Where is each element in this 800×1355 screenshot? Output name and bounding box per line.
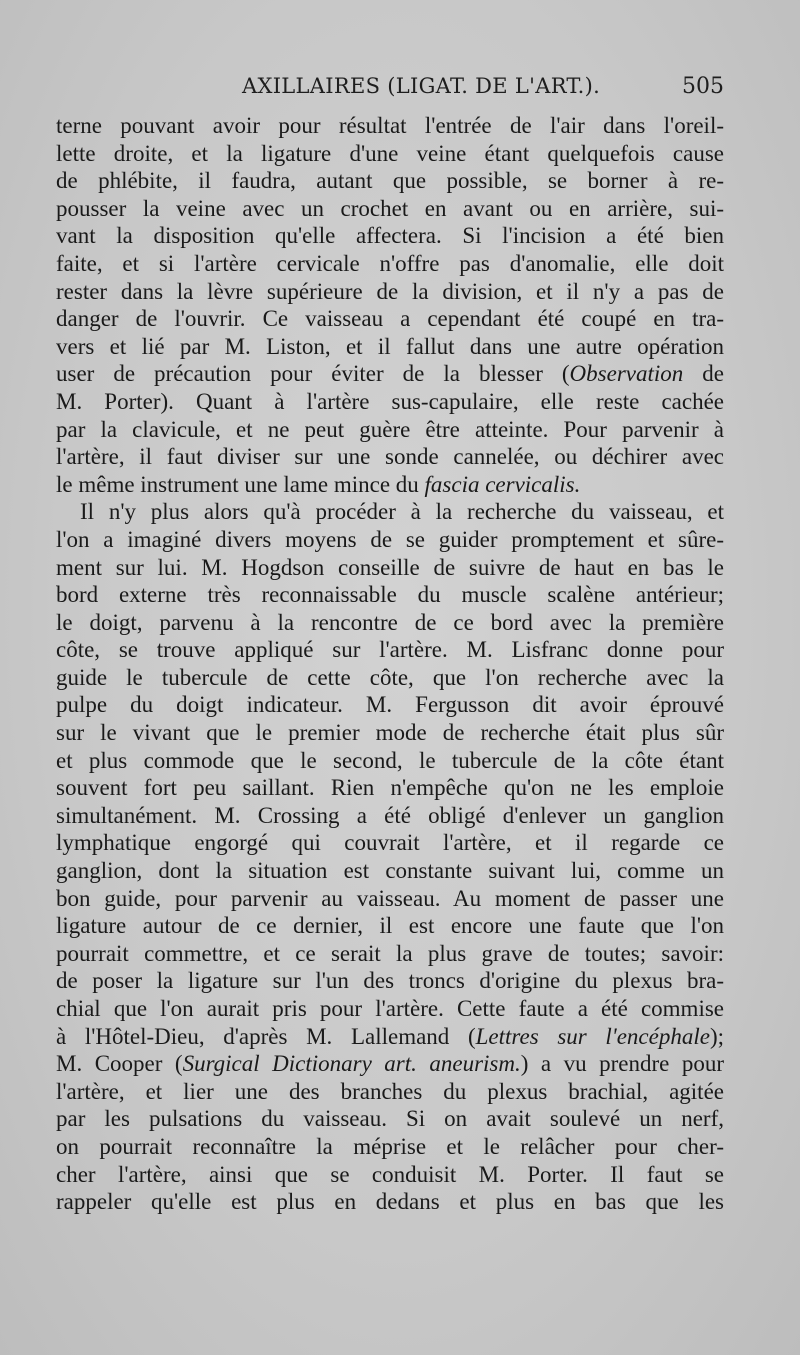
italic-term: fascia cervicalis. (424, 471, 581, 497)
text-line (56, 1023, 724, 1051)
text-line: l'artère, et lier une des branches du plexus brachial, agitée (56, 1078, 724, 1104)
text-line: de poser la ligature sur l'un des troncs d'origine du plexus bra- (56, 968, 724, 994)
text-fragment: ); (709, 1023, 724, 1049)
italic-term: Surgical Dictionary art. aneurism. (182, 1051, 521, 1077)
text-line: côte, se trouve appliqué sur l'artère. M. Lisfranc donne pour (56, 637, 724, 663)
text-line: pousser la veine avec un crochet en avant ou en arrière, sui- (56, 195, 724, 221)
text-line: faite, et si l'artère cervicale n'offre pas d'anomalie, elle doit (56, 250, 724, 276)
text-line: bon guide, pour parvenir au vaisseau. Au moment de passer une (56, 885, 724, 911)
text-line: rester dans la lèvre supérieure de la division, et il n'y a pas de (56, 278, 724, 304)
text-line: par les pulsations du vaisseau. Si on avait soulevé un nerf, (56, 1106, 724, 1132)
text-line: cher l'artère, ainsi que se conduisit M. Porter. Il faut se (56, 1161, 724, 1187)
text-line: guide le tubercule de cette côte, que l'on recherche avec la (56, 664, 724, 690)
text-line: danger de l'ouvrir. Ce vaisseau a cependant été coupé en tra- (56, 306, 724, 332)
text-fragment: le même instrument une lame mince du (56, 471, 425, 497)
text-line: souvent fort peu saillant. Rien n'empêche qu'on ne les emploie (56, 775, 724, 801)
body-text (56, 112, 724, 1216)
text-line: l'artère, il faut diviser sur une sonde cannelée, ou déchirer avec (56, 444, 724, 470)
text-line: on pourrait reconnaître la méprise et le relâcher pour cher- (56, 1133, 724, 1159)
text-fragment: à l'Hôtel-Dieu, d'après M. Lallemand ( (56, 1023, 476, 1049)
text-line: pulpe du doigt indicateur. M. Fergusson dit avoir éprouvé (56, 692, 724, 718)
text-line (56, 360, 724, 388)
text-line: M. Porter). Quant à l'artère sus-capulaire, elle reste cachée (56, 388, 724, 414)
text-line: lette droite, et la ligature d'une veine étant quelquefois cause (56, 140, 724, 166)
text-line: ligature autour de ce dernier, il est encore une faute que l'on (56, 913, 724, 939)
text-line: sur le vivant que le premier mode de recherche était plus sûr (56, 720, 724, 746)
text-line: vers et lié par M. Liston, et il fallut dans une autre opération (56, 333, 724, 359)
italic-term: Lettres sur l'encéphale (475, 1023, 710, 1049)
text-line: ganglion, dont la situation est constante suivant lui, comme un (56, 858, 724, 884)
text-fragment: user de précaution pour éviter de la blesser ( (56, 361, 570, 387)
page-number: 505 (682, 74, 724, 99)
text-fragment: de (683, 361, 724, 387)
text-line: le doigt, parvenu à la rencontre de ce bord avec la première (56, 609, 724, 635)
text-line: pourrait commettre, et ce serait la plus grave de toutes; savoir: (56, 940, 724, 966)
text-line: simultanément. M. Crossing a été obligé d'enlever un ganglion (56, 802, 724, 828)
text-line: vant la disposition qu'elle affectera. Si l'incision a été bien (56, 223, 724, 249)
text-line: chial que l'on aurait pris pour l'artère. Cette faute a été commise (56, 996, 724, 1021)
text-line: l'on a imaginé divers moyens de se guider promptement et sûre- (56, 526, 724, 552)
text-line (56, 471, 724, 499)
text-fragment: ) a vu prendre pour (520, 1051, 724, 1077)
running-head (56, 74, 724, 106)
italic-term: Observation (569, 361, 684, 387)
text-line: et plus commode que le second, le tubercule de la côte étant (56, 747, 724, 773)
text-line: bord externe très reconnaissable du muscle scalène antérieur; (56, 582, 724, 608)
text-line (56, 1050, 724, 1078)
text-line: terne pouvant avoir pour résultat l'entrée de l'air dans l'oreil- (56, 113, 724, 138)
text-line: rappeler qu'elle est plus en dedans et plus en bas que les (56, 1189, 724, 1215)
text-line: Il n'y plus alors qu'à procéder à la recherche du vaisseau, et (80, 499, 724, 525)
running-title: AXILLAIRES (LIGAT. DE L'ART.). (242, 74, 601, 98)
text-line: lymphatique engorgé qui couvrait l'artère, et il regarde ce (56, 830, 724, 856)
text-line: par la clavicule, et ne peut guère être atteinte. Pour parvenir à (56, 416, 724, 442)
text-line: de phlébite, il faudra, autant que possible, se borner à re- (56, 168, 724, 194)
text-fragment: M. Cooper ( (56, 1051, 183, 1077)
text-line: ment sur lui. M. Hogdson conseille de suivre de haut en bas le (56, 554, 724, 580)
